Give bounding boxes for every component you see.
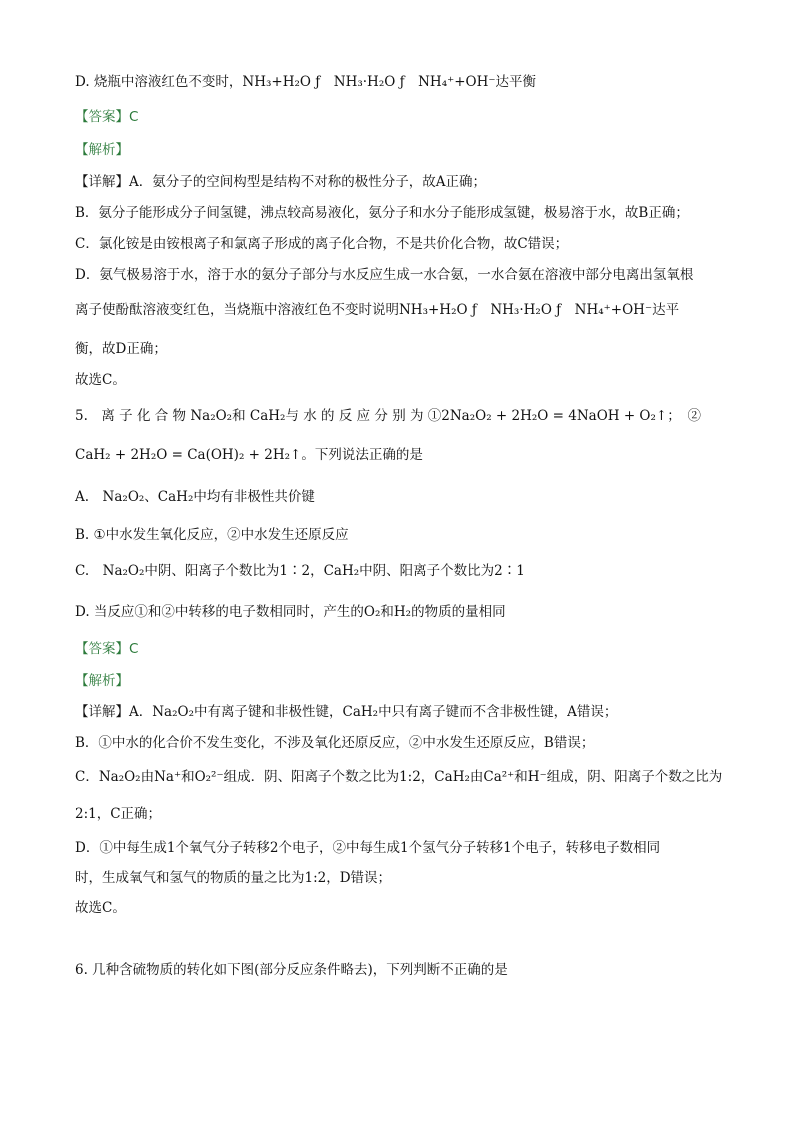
detail-line: B．①中水的化合价不发生变化，不涉及氧化还原反应，②中水发生还原反应，B错误； [75,735,595,751]
analysis-label: 【解析】 [75,142,129,158]
detail-line: D．①中每生成1个氧气分子转移2个电子，②中每生成1个氢气分子转移1个电子，转移电子数相同 [75,840,661,856]
question-6-stem: 6. 几种含硫物质的转化如下图(部分反应条件略去)，下列判断不正确的是 [75,962,508,978]
detail-line: 【详解】A．Na₂O₂中有离子键和非极性键，CaH₂中只有离子键而不含非极性键，A错误； [75,704,618,720]
option-d: D. 当反应①和②中转移的电子数相同时，产生的O₂和H₂的物质的量相同 [75,604,506,620]
option-a: A. Na₂O₂、CaH₂中均有非极性共价键 [75,489,315,505]
detail-line: 衡，故D正确； [75,341,167,357]
question-5-stem: 5. 离 子 化 合 物 Na₂O₂和 CaH₂与 水 的 反 应 分 别 为 ①2Na₂O₂ + 2H₂O = 4NaOH + O₂↑； ② [75,408,701,424]
detail-line: C．Na₂O₂由Na⁺和O₂²⁻组成．阴、阳离子个数之比为1:2，CaH₂由Ca²⁺和H⁻组成，阴、阳离子个数之比为 [75,769,723,785]
question-5-stem: CaH₂ + 2H₂O = Ca(OH)₂ + 2H₂↑。下列说法正确的是 [75,447,423,463]
detail-line: 2:1，C正确； [75,806,162,822]
detail-line: D．氨气极易溶于水，溶于水的氨分子部分与水反应生成一水合氨，一水合氨在溶液中部分电离出氢氧根 [75,267,694,283]
answer-label: 【答案】C [75,641,139,657]
conclusion-line: 故选C。 [75,900,126,916]
detail-line: C．氯化铵是由铵根离子和氯离子形成的离子化合物，不是共价化合物，故C错误； [75,236,569,252]
option-b: B. ①中水发生氧化反应，②中水发生还原反应 [75,527,349,543]
conclusion-line: 故选C。 [75,372,126,388]
detail-line: 离子使酚酞溶液变红色，当烧瓶中溶液红色不变时说明NH₃+H₂O ƒ NH₃·H₂O ƒ NH₄⁺+OH⁻达平 [75,302,680,318]
analysis-label: 【解析】 [75,673,129,689]
detail-line: 时，生成氧气和氢气的物质的量之比为1:2，D错误； [75,870,392,886]
option-c: C. Na₂O₂中阴、阳离子个数比为1∶2，CaH₂中阴、阳离子个数比为2∶1 [75,563,525,579]
detail-line: 【详解】A．氨分子的空间构型是结构不对称的极性分子，故A正确； [75,174,486,190]
option-d-text: D. 烧瓶中溶液红色不变时，NH₃+H₂O ƒ NH₃·H₂O ƒ NH₄⁺+OH⁻达平衡 [75,74,537,90]
detail-line: B．氨分子能形成分子间氢键，沸点较高易液化，氨分子和水分子能形成氢键，极易溶于水，故B正确； [75,205,689,221]
answer-label: 【答案】C [75,109,139,125]
